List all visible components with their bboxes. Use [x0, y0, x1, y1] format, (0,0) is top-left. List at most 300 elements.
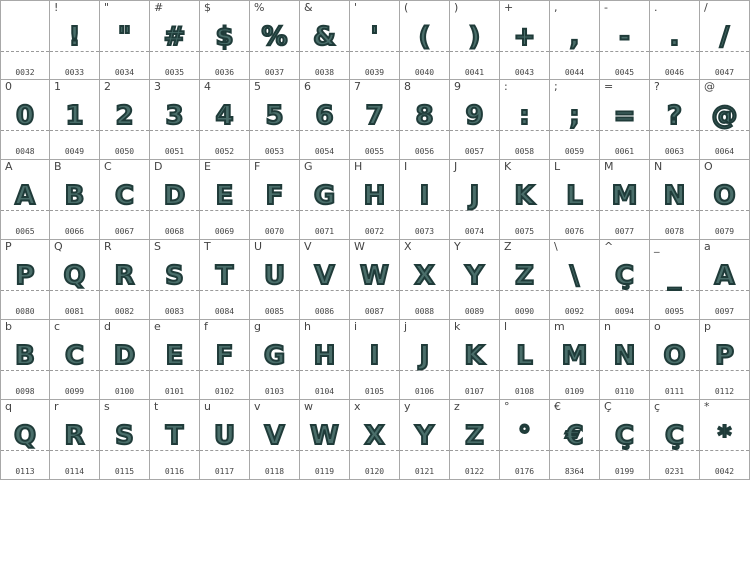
glyph-preview: E [165, 341, 184, 371]
glyph-cell [650, 240, 700, 320]
character-code: 0103 [264, 387, 285, 396]
character-label: ! [54, 1, 59, 14]
character-code: 0057 [464, 147, 485, 156]
character-code: 0032 [15, 68, 35, 77]
glyph-cell [550, 320, 600, 400]
glyph-cell [550, 240, 600, 320]
glyph-preview: J [469, 181, 480, 211]
glyph-cell [400, 240, 450, 320]
character-code: 0116 [164, 467, 185, 476]
glyph-preview: A [14, 181, 36, 211]
character-code: 0073 [414, 227, 435, 236]
glyph-cell [550, 80, 600, 160]
glyph-preview: 3 [165, 101, 184, 131]
character-code: 0118 [264, 467, 285, 476]
character-code: 0083 [164, 307, 185, 316]
character-code: 0079 [714, 227, 735, 236]
glyph-preview: . [669, 22, 680, 52]
glyph-preview: + [513, 22, 536, 52]
glyph-preview: ) [468, 22, 481, 52]
glyph-preview: C [114, 181, 135, 211]
glyph-preview: H [313, 341, 336, 371]
glyph-preview: D [113, 341, 136, 371]
glyph-preview: Y [415, 421, 434, 451]
glyph-preview: 7 [365, 101, 384, 131]
glyph-preview: T [165, 421, 184, 451]
glyph-cell [500, 320, 550, 400]
character-label: _ [654, 240, 660, 253]
character-code: 0120 [364, 467, 385, 476]
character-label: V [304, 240, 312, 253]
character-code: 0074 [464, 227, 485, 236]
character-label: T [204, 240, 211, 253]
character-label: J [454, 160, 458, 173]
character-code: 0117 [214, 467, 235, 476]
character-label: ? [654, 80, 660, 93]
character-label: U [254, 240, 263, 253]
glyph-cell [400, 400, 450, 480]
glyph-preview: M [561, 341, 588, 371]
character-label: B [54, 160, 62, 173]
glyph-preview: Z [465, 421, 484, 451]
glyph-preview: D [163, 181, 186, 211]
character-code: 0075 [514, 227, 535, 236]
glyph-cell [300, 0, 350, 80]
glyph-cell [50, 240, 100, 320]
glyph-cell [600, 240, 650, 320]
character-code: 0100 [114, 387, 135, 396]
glyph-preview: V [314, 261, 335, 291]
character-label: 2 [104, 80, 111, 93]
character-label: x [354, 400, 361, 413]
character-code: 0056 [414, 147, 435, 156]
character-code: 0112 [714, 387, 735, 396]
glyph-preview: V [264, 421, 285, 451]
glyph-cell [0, 0, 50, 80]
glyph-cell [550, 160, 600, 240]
character-label: / [704, 1, 708, 14]
character-label: ' [354, 1, 358, 14]
character-label: 3 [154, 80, 161, 93]
character-code: 0101 [164, 387, 185, 396]
character-code: 0042 [714, 467, 735, 476]
glyph-preview: - [619, 22, 630, 52]
character-label: G [304, 160, 313, 173]
character-code: 0064 [714, 147, 735, 156]
character-code: 0104 [314, 387, 335, 396]
glyph-preview: ( [418, 22, 431, 52]
glyph-cell [50, 160, 100, 240]
glyph-preview: # [163, 22, 186, 52]
character-code: 0076 [564, 227, 585, 236]
glyph-cell [250, 80, 300, 160]
glyph-preview: R [114, 261, 135, 291]
glyph-preview: 6 [315, 101, 334, 131]
character-code: 0109 [564, 387, 585, 396]
glyph-cell [450, 320, 500, 400]
character-code: 0066 [64, 227, 85, 236]
glyph-cell [0, 160, 50, 240]
character-label: " [104, 1, 110, 14]
glyph-preview: _ [668, 261, 681, 291]
glyph-preview: J [419, 341, 430, 371]
character-code: 0069 [214, 227, 235, 236]
character-label: D [154, 160, 163, 173]
character-code: 0097 [714, 307, 735, 316]
glyph-cell [0, 400, 50, 480]
glyph-cell [350, 0, 400, 80]
glyph-cell [700, 400, 750, 480]
glyph-preview: K [464, 341, 485, 371]
glyph-cell [0, 80, 50, 160]
glyph-cell [400, 320, 450, 400]
character-code: 0176 [514, 467, 535, 476]
character-label: O [704, 160, 713, 173]
character-label: i [354, 320, 358, 333]
character-code: 0098 [15, 387, 35, 396]
character-label: p [704, 320, 711, 333]
character-code: 0045 [614, 68, 635, 77]
glyph-cell [150, 80, 200, 160]
character-label: n [604, 320, 611, 333]
character-label: X [404, 240, 412, 253]
character-code: 0053 [264, 147, 285, 156]
glyph-preview: B [15, 341, 35, 371]
glyph-preview: & [313, 22, 336, 52]
glyph-cell [600, 0, 650, 80]
character-label: l [504, 320, 508, 333]
character-label: r [54, 400, 59, 413]
glyph-cell [150, 0, 200, 80]
character-code: 0115 [114, 467, 135, 476]
character-label: W [354, 240, 365, 253]
glyph-preview: Ç [614, 261, 635, 291]
glyph-cell [450, 80, 500, 160]
character-code: 0072 [364, 227, 385, 236]
glyph-preview: * [717, 421, 732, 451]
character-label: = [604, 80, 614, 93]
character-label: - [604, 1, 608, 14]
character-code: 0063 [664, 147, 685, 156]
glyph-preview: N [663, 181, 686, 211]
glyph-cell [400, 80, 450, 160]
glyph-preview: Ç [614, 421, 635, 451]
glyph-cell [300, 80, 350, 160]
character-label: c [54, 320, 61, 333]
character-label: & [304, 1, 313, 14]
character-label: ( [404, 1, 409, 14]
character-code: 0080 [15, 307, 35, 316]
character-code: 0119 [314, 467, 335, 476]
character-label: \ [554, 240, 558, 253]
glyph-cell [50, 320, 100, 400]
glyph-preview: % [261, 22, 288, 52]
character-label: I [404, 160, 408, 173]
character-label: R [104, 240, 112, 253]
character-label: A [5, 160, 13, 173]
character-label: o [654, 320, 661, 333]
glyph-preview: C [64, 341, 85, 371]
character-code: 0082 [114, 307, 135, 316]
character-label: 0 [5, 80, 12, 93]
glyph-cell [650, 0, 700, 80]
glyph-cell [100, 80, 150, 160]
glyph-cell [500, 240, 550, 320]
character-label: w [304, 400, 313, 413]
glyph-preview: L [516, 341, 533, 371]
character-label: ; [554, 80, 558, 93]
character-code: 0099 [64, 387, 85, 396]
character-label: M [604, 160, 614, 173]
glyph-cell [600, 80, 650, 160]
glyph-cell [350, 240, 400, 320]
character-label: q [5, 400, 12, 413]
glyph-cell [150, 160, 200, 240]
glyph-cell [50, 0, 100, 80]
glyph-cell [200, 0, 250, 80]
character-code: 0051 [164, 147, 185, 156]
character-label: t [154, 400, 159, 413]
glyph-cell [100, 160, 150, 240]
character-label: 5 [254, 80, 261, 93]
glyph-cell [500, 160, 550, 240]
glyph-preview: F [215, 341, 234, 371]
character-label: ^ [604, 240, 614, 253]
character-label: C [104, 160, 112, 173]
glyph-preview: Z [515, 261, 534, 291]
character-code: 0048 [15, 147, 35, 156]
glyph-cell [400, 160, 450, 240]
glyph-cell [450, 400, 500, 480]
character-label: y [404, 400, 411, 413]
character-code: 0108 [514, 387, 535, 396]
glyph-cell [0, 320, 50, 400]
glyph-preview: U [263, 261, 286, 291]
glyph-cell [350, 80, 400, 160]
glyph-cell [200, 240, 250, 320]
glyph-cell [350, 160, 400, 240]
character-code: 0055 [364, 147, 385, 156]
glyph-cell [50, 400, 100, 480]
glyph-preview: P [714, 341, 735, 371]
glyph-preview: T [215, 261, 234, 291]
character-label: . [654, 1, 658, 14]
glyph-cell [650, 320, 700, 400]
character-label: f [204, 320, 208, 333]
character-label: H [354, 160, 363, 173]
character-code: 0041 [464, 68, 485, 77]
glyph-preview: ! [68, 22, 81, 52]
character-code: 0040 [414, 68, 435, 77]
glyph-preview: \ [569, 261, 580, 291]
glyph-cell [700, 240, 750, 320]
character-label: € [554, 400, 561, 413]
character-label: Y [454, 240, 461, 253]
glyph-cell [250, 400, 300, 480]
glyph-preview: 8 [415, 101, 434, 131]
character-code: 0094 [614, 307, 635, 316]
glyph-preview: H [363, 181, 386, 211]
glyph-cell [100, 0, 150, 80]
character-code: 0110 [614, 387, 635, 396]
glyph-preview: E [215, 181, 234, 211]
glyph-cell [600, 320, 650, 400]
glyph-preview: X [414, 261, 435, 291]
glyph-preview: 9 [465, 101, 484, 131]
character-code: 0058 [514, 147, 535, 156]
character-label: % [254, 1, 265, 14]
glyph-cell [300, 320, 350, 400]
character-code: 0037 [264, 68, 285, 77]
glyph-cell [200, 160, 250, 240]
character-code: 0043 [514, 68, 535, 77]
character-label: ç [654, 400, 661, 413]
glyph-preview: 2 [115, 101, 134, 131]
character-code: 0088 [414, 307, 435, 316]
glyph-preview: Q [63, 261, 86, 291]
character-code: 0089 [464, 307, 485, 316]
character-label: d [104, 320, 111, 333]
glyph-preview: N [613, 341, 636, 371]
glyph-cell [100, 320, 150, 400]
glyph-cell [600, 160, 650, 240]
character-code: 0122 [464, 467, 485, 476]
glyph-cell [700, 80, 750, 160]
character-label: L [554, 160, 561, 173]
glyph-preview: X [364, 421, 385, 451]
character-code: 0087 [364, 307, 385, 316]
character-code: 0078 [664, 227, 685, 236]
character-code: 0081 [64, 307, 85, 316]
glyph-cell [250, 160, 300, 240]
character-code: 0054 [314, 147, 335, 156]
character-code: 0035 [164, 68, 185, 77]
glyph-cell [700, 0, 750, 80]
character-code: 0077 [614, 227, 635, 236]
glyph-cell [650, 80, 700, 160]
glyph-cell [450, 240, 500, 320]
glyph-cell [300, 400, 350, 480]
glyph-cell [700, 320, 750, 400]
glyph-preview: @ [711, 101, 738, 131]
character-label: 7 [354, 80, 361, 93]
glyph-preview: 1 [65, 101, 84, 131]
glyph-preview: U [213, 421, 236, 451]
glyph-preview: W [310, 421, 339, 451]
character-label: * [704, 400, 710, 413]
glyph-preview: M [611, 181, 638, 211]
character-code: 0039 [364, 68, 385, 77]
glyph-cell [100, 240, 150, 320]
character-label: m [554, 320, 565, 333]
glyph-preview: W [360, 261, 389, 291]
glyph-preview: 5 [265, 101, 284, 131]
glyph-preview: A [714, 261, 735, 291]
glyph-cell [150, 320, 200, 400]
glyph-preview: : [519, 101, 530, 131]
character-code: 0034 [114, 68, 135, 77]
glyph-preview: Q [13, 421, 37, 451]
glyph-cell [500, 0, 550, 80]
glyph-preview: " [117, 22, 132, 52]
glyph-preview: K [514, 181, 535, 211]
character-label: 9 [454, 80, 461, 93]
character-label: 8 [404, 80, 411, 93]
character-label: k [454, 320, 461, 333]
glyph-cell [300, 160, 350, 240]
character-code: 0113 [15, 467, 35, 476]
character-label: 6 [304, 80, 311, 93]
glyph-preview: O [663, 341, 686, 371]
character-code: 0036 [214, 68, 235, 77]
character-code: 0114 [64, 467, 85, 476]
character-label: s [104, 400, 110, 413]
character-label: : [504, 80, 508, 93]
character-code: 8364 [564, 467, 585, 476]
glyph-cell [0, 240, 50, 320]
character-label: z [454, 400, 460, 413]
glyph-preview: R [64, 421, 85, 451]
character-code: 0059 [564, 147, 585, 156]
glyph-cell [100, 400, 150, 480]
character-label: S [154, 240, 161, 253]
character-label: b [5, 320, 12, 333]
character-label: j [404, 320, 408, 333]
glyph-preview: B [64, 181, 85, 211]
character-label: ° [504, 400, 510, 413]
character-label: h [304, 320, 311, 333]
character-code: 0092 [564, 307, 585, 316]
character-label: v [254, 400, 261, 413]
glyph-preview: S [165, 261, 184, 291]
glyph-cell [150, 240, 200, 320]
glyph-cell [350, 400, 400, 480]
character-label: N [654, 160, 663, 173]
character-code: 0038 [314, 68, 335, 77]
character-label: + [504, 1, 514, 14]
character-label: 4 [204, 80, 211, 93]
glyph-preview: I [369, 341, 380, 371]
character-code: 0067 [114, 227, 135, 236]
character-label: # [154, 1, 164, 14]
character-code: 0111 [664, 387, 685, 396]
glyph-preview: O [713, 181, 736, 211]
glyph-preview: Ç [664, 421, 685, 451]
character-code: 0084 [214, 307, 235, 316]
glyph-cell [500, 400, 550, 480]
character-label: K [504, 160, 512, 173]
character-code: 0044 [564, 68, 585, 77]
glyph-cell [400, 0, 450, 80]
glyph-preview: L [566, 181, 583, 211]
character-code: 0046 [664, 68, 685, 77]
character-label: Ç [604, 400, 612, 413]
glyph-preview: I [419, 181, 430, 211]
glyph-cell [350, 320, 400, 400]
character-code: 0106 [414, 387, 435, 396]
character-code: 0070 [264, 227, 285, 236]
glyph-preview: ° [518, 421, 531, 451]
character-label: Z [504, 240, 512, 253]
character-code: 0199 [614, 467, 635, 476]
glyph-preview [1, 21, 49, 53]
character-label: Q [54, 240, 63, 253]
character-code: 0095 [664, 307, 685, 316]
character-code: 0102 [214, 387, 235, 396]
character-code: 0121 [414, 467, 435, 476]
glyph-preview: 0 [15, 101, 35, 131]
glyph-preview: G [313, 181, 336, 211]
